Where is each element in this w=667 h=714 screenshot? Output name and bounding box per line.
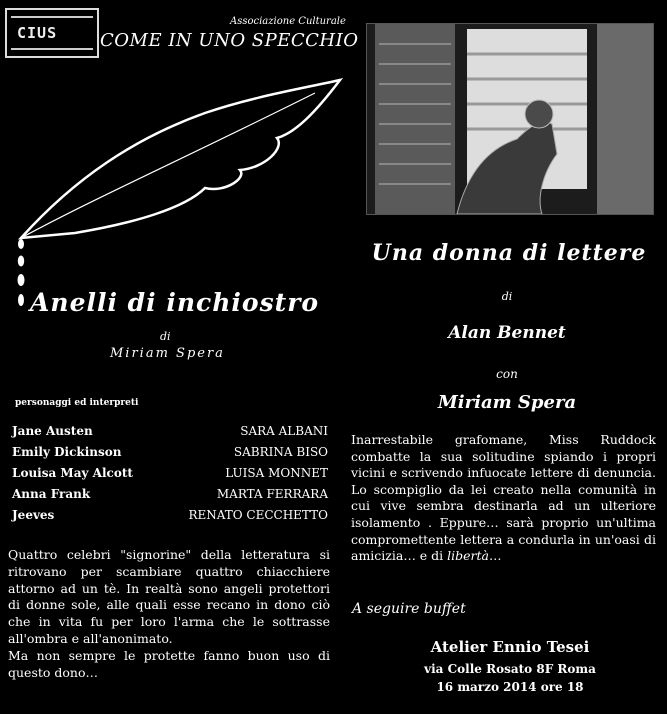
right-description-text: Inarrestabile grafomane, Miss Ruddock combatte la sua solitudine spiando i propri vicini e scrivendo infuocate lettere di denuncia. Lo scompiglio da lei creato nella comunità in cui vive sembra destinarla ad un ulteriore isolamento . Eppure… sarà proprio un'ultima compromettente lettera a condurla in un'oasi di amicizia… e di — [351, 432, 656, 564]
window-photo-illustration — [367, 24, 653, 214]
cast-row — [12, 508, 328, 529]
logo-mark: CIUS — [17, 24, 58, 42]
right-description-emphasis: libertà — [447, 548, 490, 564]
cast-character: Jeeves — [12, 508, 55, 522]
right-with: con — [496, 367, 518, 381]
right-performer: Miriam Spera — [437, 392, 577, 413]
left-description-text: Quattro celebri "signorine" della letteratura si ritrovano per scambiare quattro chiacchiere attorno ad un tè. In realtà sono angeli protettori di donne sole, alle quali esse recano in dono ciò che in vita fu per loro l'arma che le sottrasse all'ombra e all'anonimato. — [8, 547, 330, 646]
venue-name: Atelier Ennio Tesei — [430, 638, 590, 656]
left-by: di — [160, 330, 171, 343]
cast-actor: RENATO CECCHETTO — [188, 508, 328, 522]
cast-character: Louisa May Alcott — [12, 466, 133, 480]
association-name: COME IN UNO SPECCHIO — [100, 30, 359, 51]
cast-row — [12, 466, 328, 487]
cast-row — [12, 487, 328, 508]
right-author: Alan Bennet — [448, 323, 566, 343]
cast-actor: MARTA FERRARA — [216, 487, 328, 501]
cast-actor: SARA ALBANI — [240, 424, 328, 438]
association-logo — [5, 8, 99, 58]
cast-heading: personaggi ed interpreti — [15, 398, 139, 408]
left-description — [8, 547, 330, 681]
association-label: Associazione Culturale — [230, 16, 346, 27]
right-description-end: … — [489, 548, 502, 564]
cast-actor: SABRINA BISO — [233, 445, 328, 459]
right-description — [351, 432, 656, 565]
cast-row — [12, 445, 328, 466]
left-play-title: Anelli di inchiostro — [30, 288, 320, 317]
right-by: di — [501, 290, 513, 303]
buffet-note: A seguire buffet — [352, 601, 466, 617]
venue-date: 16 marzo 2014 ore 18 — [436, 680, 584, 694]
cast-character: Jane Austen — [12, 424, 93, 438]
cast-row — [12, 424, 328, 445]
cast-actor: LUISA MONNET — [225, 466, 328, 480]
cast-character: Anna Frank — [12, 487, 91, 501]
venue-address: via Colle Rosato 8F Roma — [424, 662, 596, 676]
venue-info — [360, 638, 660, 694]
left-author: Miriam Spera — [110, 346, 225, 361]
quill-icon — [15, 58, 345, 308]
window-photo — [366, 23, 654, 215]
cast-character: Emily Dickinson — [12, 445, 122, 459]
right-play-title: Una donna di lettere — [371, 240, 647, 266]
cast-list — [12, 424, 328, 529]
left-description-closing: Ma non sempre le protette fanno buon uso di questo dono… — [8, 647, 330, 680]
